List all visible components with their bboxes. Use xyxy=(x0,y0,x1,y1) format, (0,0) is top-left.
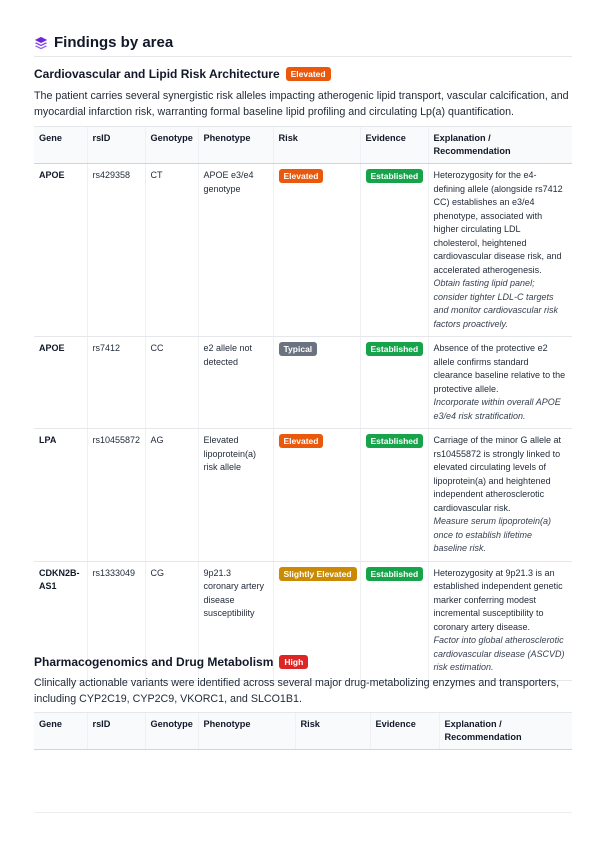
recommendation-text: Incorporate within overall APOE e3/e4 risk stratification. xyxy=(433,397,561,421)
recommendation-text: Obtain fasting lipid panel; consider tighter LDL-C targets and monitor cardiovascular risk factors proactively. xyxy=(433,278,559,329)
gene-cell: CDKN2B-AS1 xyxy=(34,561,87,680)
explanation-text: Heterozygosity at 9p21.3 is an established independent genetic marker conferring modest incremental susceptibility to coronary artery disease. xyxy=(433,567,563,632)
gene-cell: APOE xyxy=(34,337,87,429)
section-pharmacogenomics-heading xyxy=(34,655,308,669)
column-header-evidence: Evidence xyxy=(360,127,428,164)
risk-cell xyxy=(273,164,360,337)
risk-cell xyxy=(273,337,360,429)
risk-cell xyxy=(273,429,360,562)
evidence-cell xyxy=(360,561,428,680)
column-header-phenotype: Phenotype xyxy=(198,127,273,164)
risk-badge: Elevated xyxy=(279,434,324,448)
column-header-explanation: Explanation / Recommendation xyxy=(439,713,572,750)
column-header-rsid: rsID xyxy=(87,127,145,164)
phenotype-cell: 9p21.3 coronary artery disease susceptibility xyxy=(198,561,273,680)
evidence-badge: Established xyxy=(366,434,424,448)
column-header-gene: Gene xyxy=(34,127,87,164)
explanation-cell xyxy=(428,337,572,429)
genotype-cell: CG xyxy=(145,561,198,680)
section-risk-badge: Elevated xyxy=(286,67,331,81)
rsid-cell: rs7412 xyxy=(87,337,145,429)
explanation-text: Carriage of the minor G allele at rs10455872 is strongly linked to elevated circulating levels of lipoprotein(a) and heightened independent atherosclerotic cardiovascular risk. xyxy=(433,435,562,513)
explanation-text: Heterozygosity for the e4-defining allele (alongside rs7412 CC) establishes an e3/e4 phenotype, associated with higher circulating LDL cholesterol, heightened cardiovascular disease risk, and accelerated atherogenesis. xyxy=(433,170,563,275)
column-header-risk: Risk xyxy=(295,713,370,750)
table-header-row xyxy=(34,713,572,750)
section-summary: Clinically actionable variants were identified across several major drug-metabolizing enzymes and transporters, including CYP2C19, CYP2C9, VKORC1, and SLCO1B1. xyxy=(34,677,560,705)
genotype-cell: AG xyxy=(145,429,198,562)
risk-badge: Elevated xyxy=(279,169,324,183)
phenotype-cell: e2 allele not detected xyxy=(198,337,273,429)
risk-badge: Slightly Elevated xyxy=(279,567,357,581)
column-header-evidence: Evidence xyxy=(370,713,439,750)
column-header-risk: Risk xyxy=(273,127,360,164)
explanation-cell xyxy=(428,561,572,680)
rsid-cell: rs429358 xyxy=(87,164,145,337)
title-divider xyxy=(34,56,572,57)
rsid-cell: rs1333049 xyxy=(87,561,145,680)
explanation-text: Absence of the protective e2 allele confirms standard clearance baseline relative to the protective allele. xyxy=(433,343,566,394)
gene-cell: APOE xyxy=(34,164,87,337)
risk-badge: Typical xyxy=(279,342,318,356)
page-title-text: Findings by area xyxy=(54,34,174,51)
column-header-gene: Gene xyxy=(34,713,87,750)
column-header-genotype: Genotype xyxy=(145,127,198,164)
evidence-badge: Established xyxy=(366,567,424,581)
explanation-cell xyxy=(428,164,572,337)
evidence-badge: Established xyxy=(366,342,424,356)
table-header-row xyxy=(34,127,572,164)
section-summary: The patient carries several synergistic risk alleles impacting atherogenic lipid transport, vascular calcification, and myocardial infarction risk, warranting formal baseline lipid profiling and circulating Lp(a) quantification. xyxy=(34,90,569,118)
recommendation-text: Factor into global atherosclerotic cardiovascular disease (ASCVD) risk estimation. xyxy=(433,635,565,672)
table-row xyxy=(34,164,572,337)
gene-cell: LPA xyxy=(34,429,87,562)
genotype-cell: CC xyxy=(145,337,198,429)
column-header-genotype: Genotype xyxy=(145,713,198,750)
evidence-cell xyxy=(360,164,428,337)
column-header-rsid: rsID xyxy=(87,713,145,750)
column-header-phenotype: Phenotype xyxy=(198,713,295,750)
layers-icon xyxy=(34,36,48,50)
table-row xyxy=(34,429,572,562)
recommendation-text: Measure serum lipoprotein(a) once to establish lifetime baseline risk. xyxy=(433,516,552,553)
page-footer-divider xyxy=(34,812,572,813)
column-header-explanation: Explanation / Recommendation xyxy=(428,127,572,164)
cardiovascular-findings-table xyxy=(34,126,572,681)
phenotype-cell: Elevated lipoprotein(a) risk allele xyxy=(198,429,273,562)
evidence-badge: Established xyxy=(366,169,424,183)
section-title: Cardiovascular and Lipid Risk Architecture xyxy=(34,67,280,81)
page-title xyxy=(34,34,173,51)
table-row xyxy=(34,337,572,429)
rsid-cell: rs10455872 xyxy=(87,429,145,562)
section-risk-badge: High xyxy=(279,655,308,669)
pharmacogenomics-findings-table xyxy=(34,712,572,750)
explanation-cell xyxy=(428,429,572,562)
section-cardiovascular-heading xyxy=(34,67,331,81)
section-title: Pharmacogenomics and Drug Metabolism xyxy=(34,655,274,669)
genotype-cell: CT xyxy=(145,164,198,337)
evidence-cell xyxy=(360,429,428,562)
evidence-cell xyxy=(360,337,428,429)
phenotype-cell: APOE e3/e4 genotype xyxy=(198,164,273,337)
